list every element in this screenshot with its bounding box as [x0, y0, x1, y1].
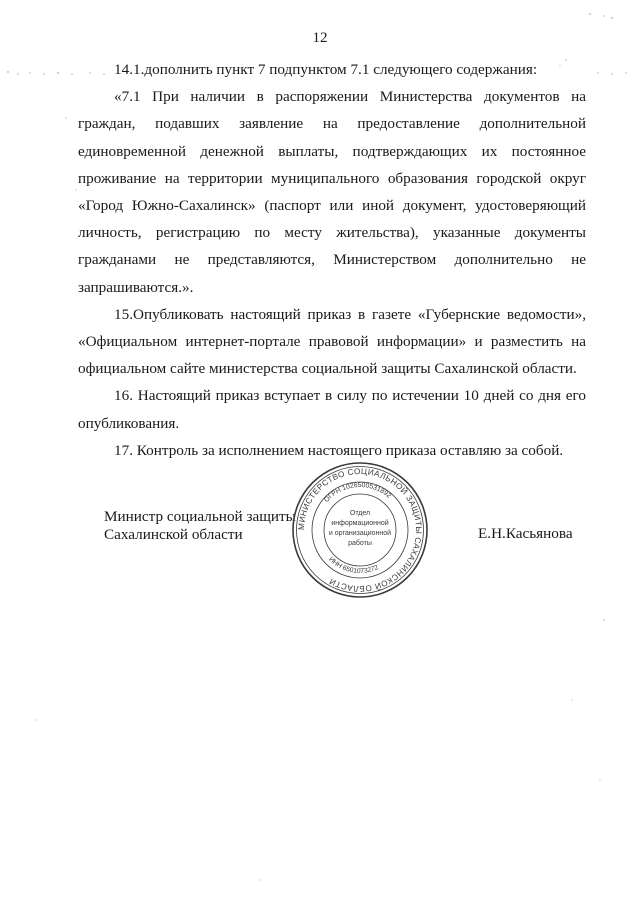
official-stamp	[290, 460, 430, 600]
paragraph-14-1: 14.1.дополнить пункт 7 подпунктом 7.1 следующего содержания:	[114, 61, 538, 78]
stamp-center-line-3: и организационной	[328, 530, 392, 537]
stamp-center-line-2: информационной	[331, 520, 389, 527]
stamp-ogrn: ОГРН 1026500531892	[323, 481, 393, 504]
paragraph-15: 15.Опубликовать настоящий приказ в газете «Губернские ведомости», «Официальном интернет-портале правовой информации» и разместить на официальном сайте министерства социальной защиты Сахалинской области.	[78, 305, 586, 378]
page-number: 12	[312, 30, 328, 46]
signer-position-line-2: Сахалинской области	[104, 526, 243, 543]
stamp-center-line-4: работы	[348, 540, 372, 547]
stamp-ring-text: МИНИСТЕРСТВО СОЦИАЛЬНОЙ ЗАЩИТЫ САХАЛИНСКОЙ ОБЛАСТИ	[296, 466, 424, 594]
document-body	[78, 56, 586, 464]
svg-text:ОГРН 1026500531892	[323, 482, 392, 504]
signer-position	[104, 508, 304, 544]
signer-position-line-1: Министр социальной защиты	[104, 508, 296, 525]
paragraph-17: 17. Контроль за исполнением настоящего приказа оставляю за собой.	[114, 441, 564, 459]
paragraph-7-1-quote: «7.1 При наличии в распоряжении Министерства документов на граждан, подавших заявление на предоставление дополнительной единовременной денежной выплаты, подтверждающих их постоянное проживание на территории муниципального образования городской округ «Город Южно-Сахалинск» (паспорт или иной документ, удостоверяющий личность, регистрацию по месту жительства), указанные документы гражданами не представляются, Министерством дополнительно не запрашиваются.».	[78, 88, 586, 296]
stamp-inn: ИНН 6501073272	[327, 555, 380, 576]
stamp-center-line-1: Отдел	[349, 510, 371, 517]
signer-name: Е.Н.Касьянова	[478, 525, 573, 542]
paragraph-16: 16. Настоящий приказ вступает в силу по истечении 10 дней со дня его опубликования.	[78, 387, 586, 432]
